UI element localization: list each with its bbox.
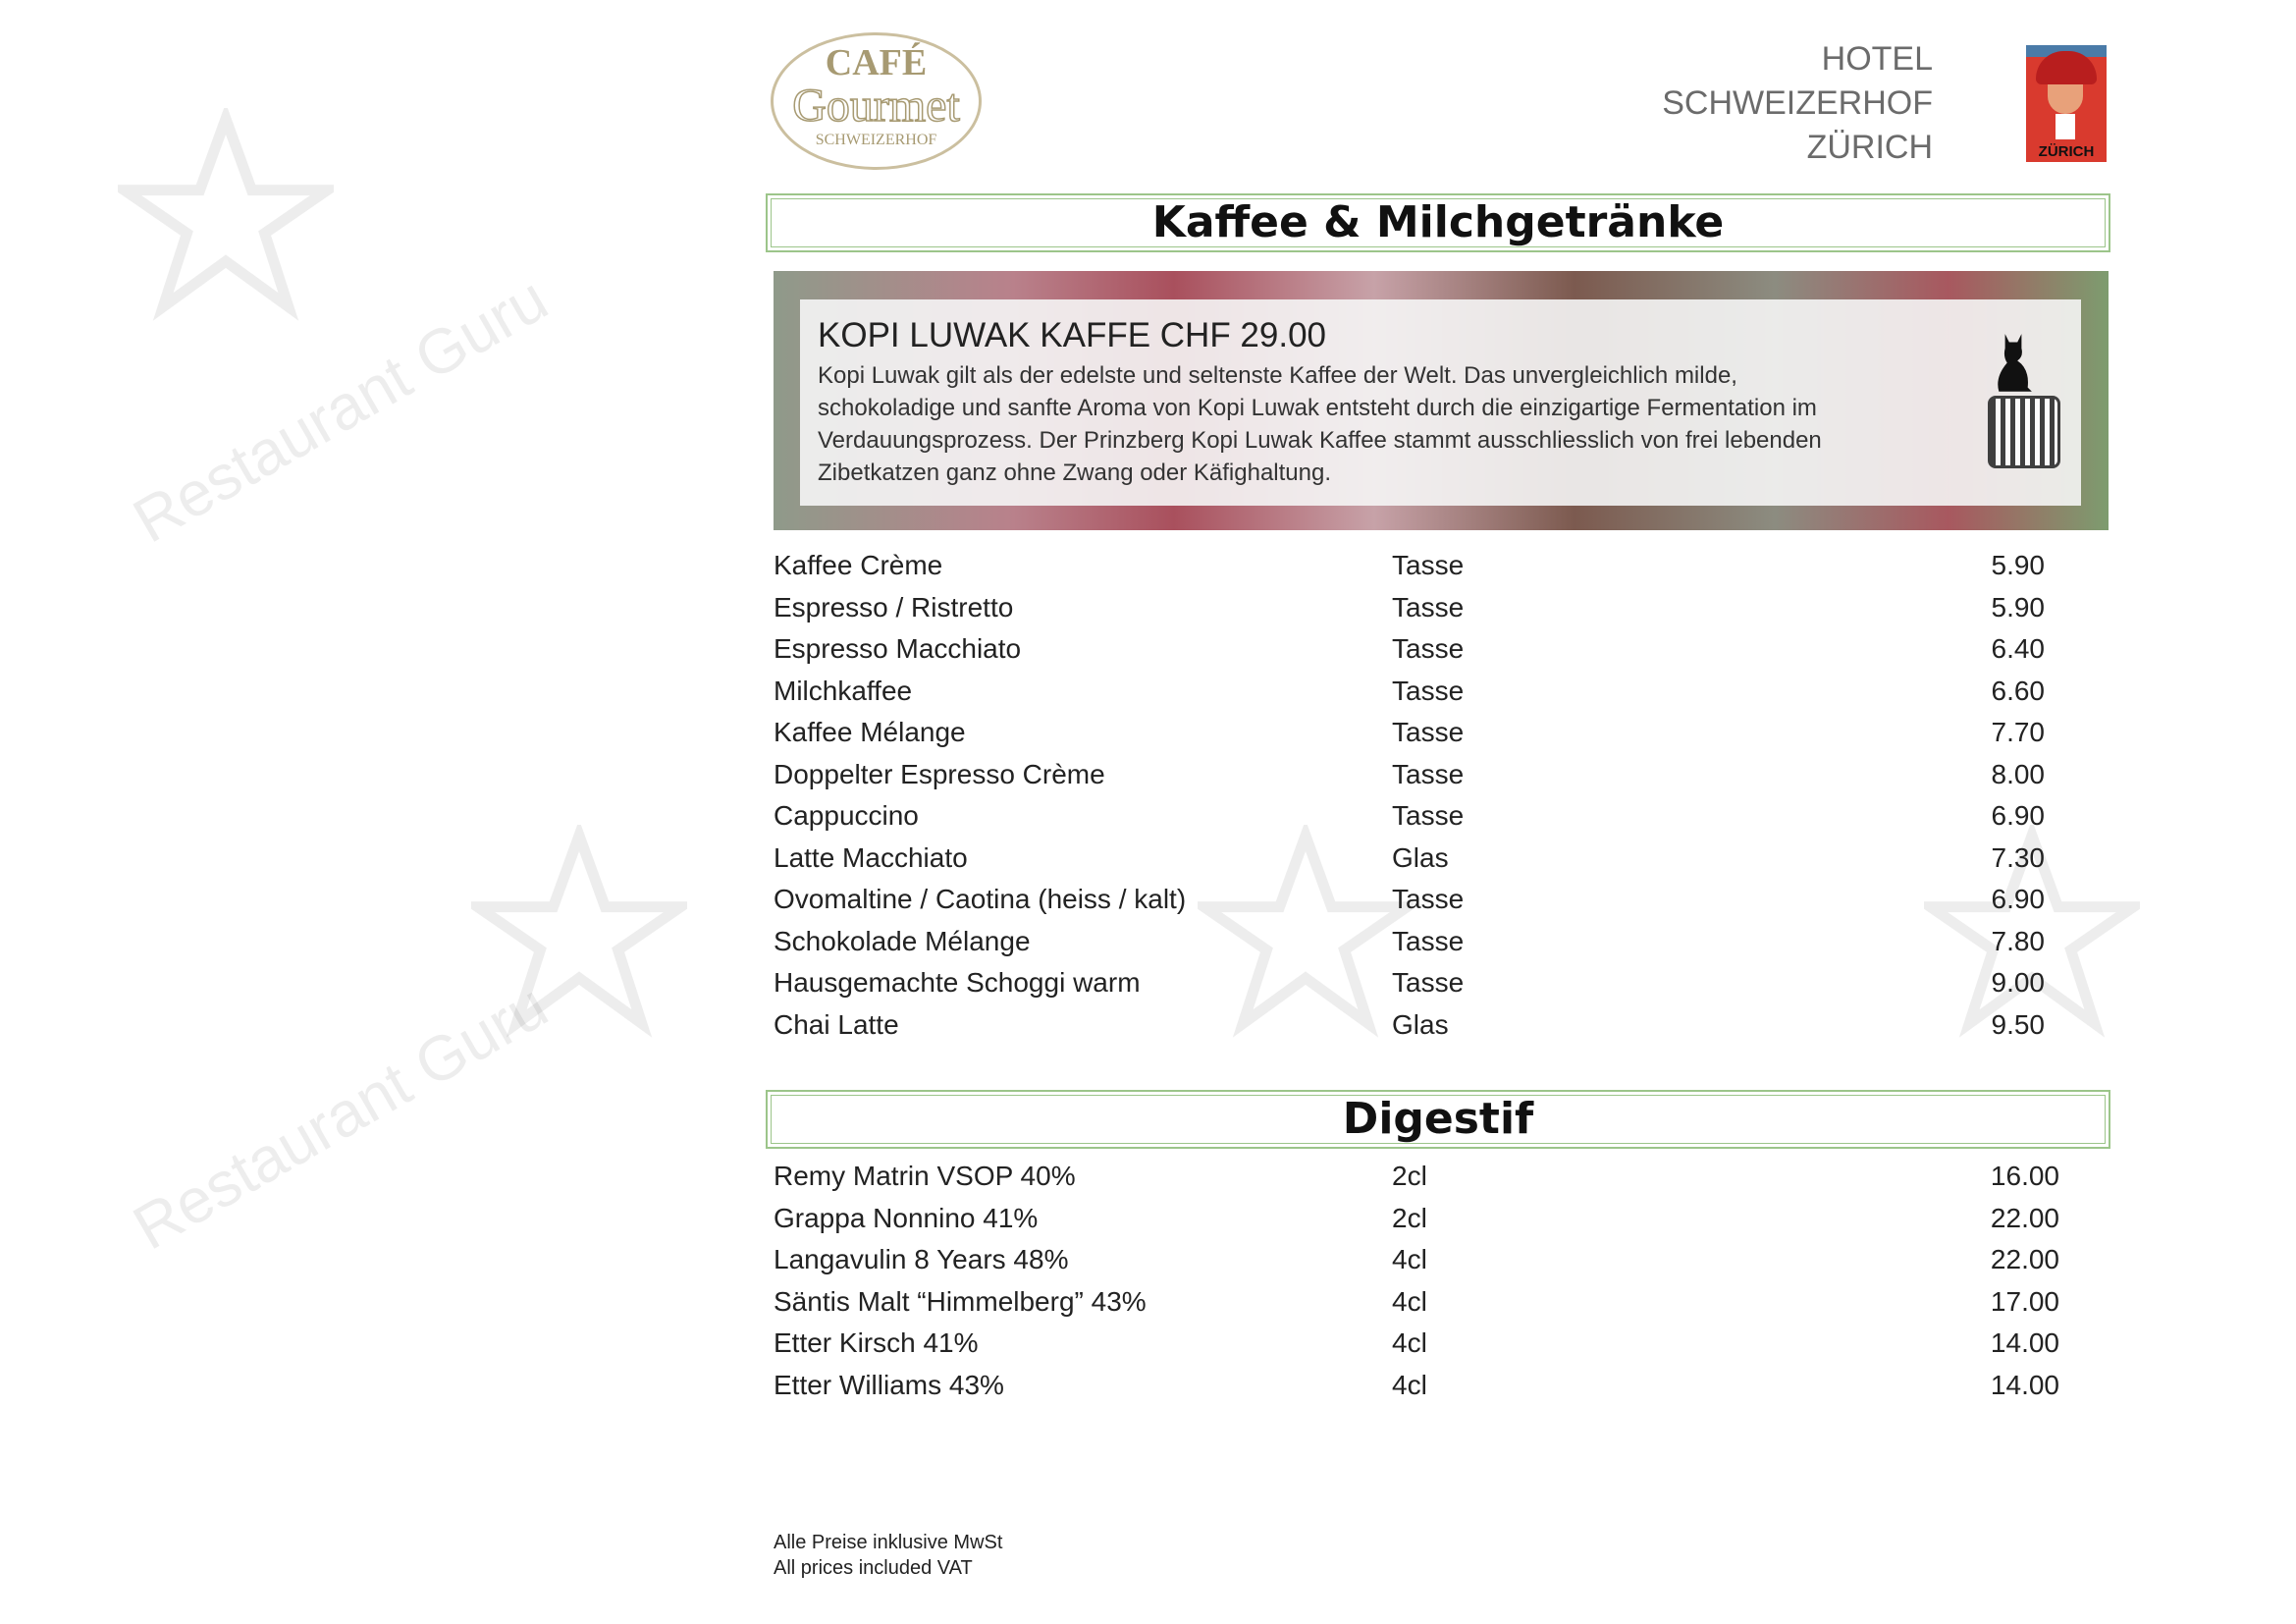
item-unit: Tasse (1392, 884, 1465, 914)
item-unit: 4cl (1392, 1327, 1427, 1358)
item-price: 14.00 (1990, 1327, 2059, 1358)
item-name: Chai Latte (774, 1008, 899, 1040)
item-unit: Tasse (1392, 633, 1465, 664)
item-price: 7.70 (1991, 717, 2045, 747)
item-name: Etter Williams 43% (774, 1369, 1004, 1400)
item-price: 6.60 (1991, 675, 2045, 706)
item-price: 22.00 (1990, 1244, 2059, 1274)
item-unit: 4cl (1392, 1285, 1427, 1317)
item-name: Hausgemachte Schoggi warm (774, 967, 1141, 998)
item-unit: Tasse (1392, 800, 1465, 831)
description-line: Verdauungsprozess. Der Prinzberg Kopi Luwak Kaffee stammt ausschliesslich von frei lebenden (818, 427, 1822, 454)
menu-item (774, 879, 2045, 920)
item-unit: Tasse (1392, 550, 1465, 580)
menu-item (774, 1281, 2059, 1323)
menu-item (774, 921, 2045, 962)
item-name: Kaffee Mélange (774, 717, 966, 747)
item-name: Doppelter Espresso Crème (774, 758, 1105, 789)
item-unit: Tasse (1392, 675, 1465, 706)
item-unit: Glas (1392, 1008, 1449, 1040)
description-line: Kopi Luwak gilt als der edelste und seltenste Kaffee der Welt. Das unvergleichlich milde, (818, 362, 1737, 389)
civet-cat-icon (1993, 332, 2034, 396)
logo-text: SCHWEIZERHOF (815, 132, 937, 148)
item-name: Kaffee Crème (774, 550, 943, 580)
item-price: 6.90 (1991, 884, 2045, 914)
price-note (774, 1530, 1002, 1581)
logo-text: Gourmet (792, 80, 960, 132)
item-unit: Tasse (1392, 967, 1465, 998)
item-price: 6.90 (1991, 800, 2045, 831)
qr-code-icon[interactable] (1988, 396, 2060, 468)
item-price: 9.00 (1991, 967, 2045, 998)
menu-item (774, 962, 2045, 1003)
item-name: Grappa Nonnino 41% (774, 1202, 1039, 1233)
menu-item (774, 712, 2045, 753)
item-name: Remy Matrin VSOP 40% (774, 1161, 1076, 1191)
kopi-luwak-description (818, 359, 1981, 489)
item-name: Langavulin 8 Years 48% (774, 1244, 1069, 1274)
price-note-de: Alle Preise inklusive MwSt (774, 1532, 1003, 1553)
item-unit: Tasse (1392, 758, 1465, 789)
item-price: 5.90 (1991, 591, 2045, 623)
item-unit: Glas (1392, 841, 1449, 873)
menu-item (774, 754, 2045, 795)
item-unit: Tasse (1392, 925, 1465, 956)
hotel-name-line: HOTEL (1821, 40, 1933, 78)
item-name: Latte Macchiato (774, 841, 968, 873)
item-price: 9.50 (1991, 1008, 2045, 1040)
item-price: 16.00 (1990, 1161, 2059, 1191)
item-name: Ovomaltine / Caotina (heiss / kalt) (774, 884, 1187, 914)
item-price: 6.40 (1991, 633, 2045, 664)
watermark-star-icon (471, 825, 687, 1041)
item-name: Milchkaffee (774, 675, 913, 706)
item-unit: 2cl (1392, 1161, 1427, 1191)
watermark-star-icon (118, 108, 334, 324)
item-name: Cappuccino (774, 800, 919, 831)
item-name: Etter Kirsch 41% (774, 1327, 979, 1358)
watermark: Restaurant Guru (121, 262, 560, 557)
watermark: Restaurant Guru (121, 969, 560, 1264)
hotel-name (1662, 37, 1933, 170)
hotel-name-line: ZÜRICH (1806, 129, 1933, 166)
menu-item (774, 545, 2045, 586)
item-unit: Tasse (1392, 591, 1465, 623)
item-unit: 4cl (1392, 1369, 1427, 1400)
menu-item (774, 838, 2045, 879)
description-line: Zibetkatzen ganz ohne Zwang oder Käfighaltung. (818, 460, 1332, 486)
menu-item (774, 628, 2045, 670)
menu-item (774, 1004, 2045, 1046)
menu-item (774, 1156, 2059, 1197)
item-price: 7.30 (1991, 841, 2045, 873)
item-price: 7.80 (1991, 925, 2045, 956)
hotel-name-line: SCHWEIZERHOF (1662, 84, 1933, 122)
item-unit: 4cl (1392, 1244, 1427, 1274)
item-price: 17.00 (1990, 1285, 2059, 1317)
item-name: Espresso / Ristretto (774, 591, 1014, 623)
cafe-gourmet-logo (771, 32, 982, 170)
item-name: Espresso Macchiato (774, 633, 1022, 664)
kopi-luwak-title: KOPI LUWAK KAFFE CHF 29.00 (818, 316, 1327, 354)
menu-item (774, 671, 2045, 712)
item-name: Säntis Malt “Himmelberg” 43% (774, 1285, 1147, 1317)
menu-item (774, 795, 2045, 837)
porter-badge-text: ZÜRICH (2038, 143, 2095, 160)
item-unit: Tasse (1392, 717, 1465, 747)
item-price: 5.90 (1991, 550, 2045, 580)
menu-item (774, 1323, 2059, 1364)
hotel-porter-image (2026, 45, 2107, 162)
menu-item (774, 587, 2045, 628)
menu-item (774, 1365, 2059, 1406)
section-title-coffee: Kaffee & Milchgetränke (766, 193, 2110, 252)
section-title-digestif: Digestif (766, 1090, 2110, 1149)
item-price: 8.00 (1991, 758, 2045, 789)
item-price: 14.00 (1990, 1369, 2059, 1400)
description-line: schokoladige und sanfte Aroma von Kopi Luwak entsteht durch die einzigartige Fermentation im (818, 395, 1817, 421)
menu-item (774, 1239, 2059, 1280)
item-name: Schokolade Mélange (774, 925, 1031, 956)
menu-item (774, 1198, 2059, 1239)
item-price: 22.00 (1990, 1202, 2059, 1233)
price-note-en: All prices included VAT (774, 1557, 973, 1579)
item-unit: 2cl (1392, 1202, 1427, 1233)
logo-text: CAFÉ (825, 42, 928, 83)
